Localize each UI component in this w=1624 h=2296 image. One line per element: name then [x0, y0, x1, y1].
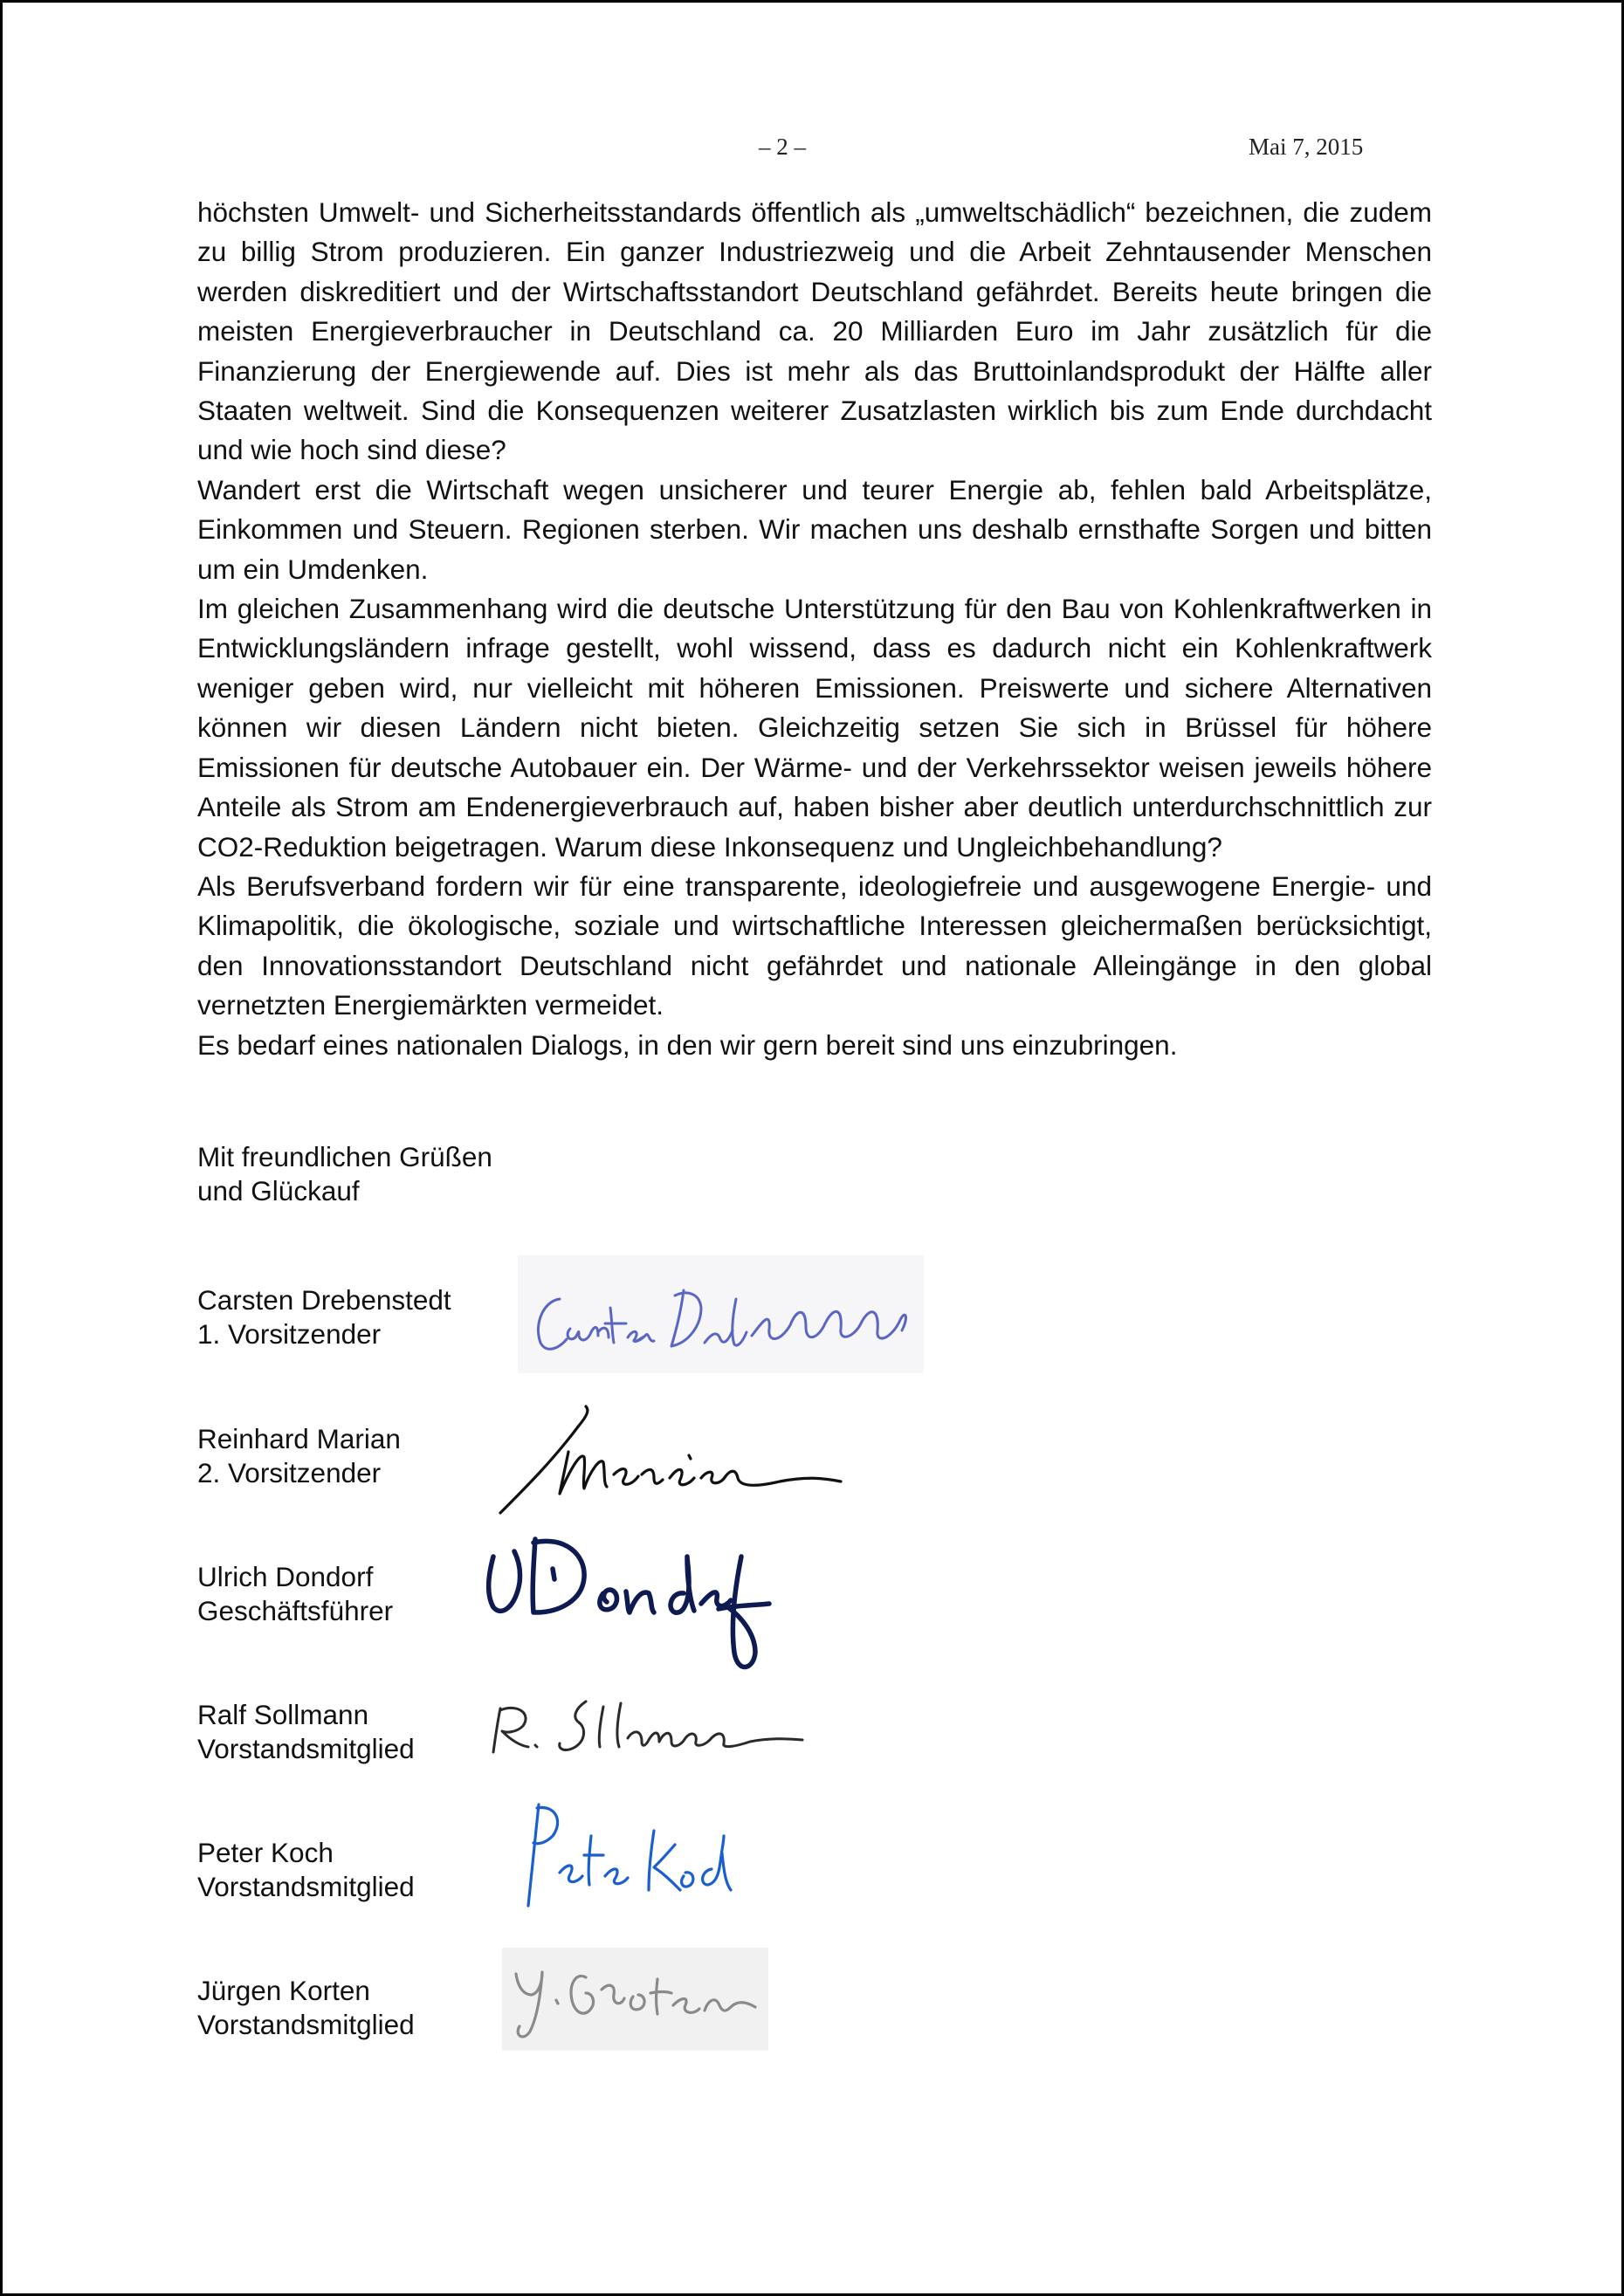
- paragraph: Wandert erst die Wirtschaft wegen unsicherer und teurer Energie ab, fehlen bald Arbeitsplätze, Einkommen und Steuern. Regionen sterben. Wir machen uns deshalb ernsthafte Sorgen und bitten um ein Umdenken.: [197, 473, 1432, 585]
- signatory-role: Geschäftsführer: [197, 1595, 394, 1626]
- paragraph: höchsten Umwelt- und Sicherheitsstandards öffentlich als „umweltschädlich“ bezeichnen, die zudem zu billig Strom produzieren. Ein ganzer Industriezweig und die Arbeit Zehntausender Menschen werden diskreditiert und der Wirtschaftsstandort Deutschland gefährdet. Bereits heute bringen die meisten Energieverbraucher in Deutschland ca. 20 Milliarden Euro im Jahr zusätzlich für die Finanzierung der Energiewende auf. Dies ist mehr als das Bruttoinlandsprodukt der Hälfte aller Staaten weltweit. Sind die Konsequenzen weiterer Zusatzlasten wirklich bis zum Ende durchdacht und wie hoch sind diese?: [197, 196, 1432, 466]
- paragraph: Es bedarf eines nationalen Dialogs, in den wir gern bereit sind uns einzubringen.: [197, 1028, 1178, 1061]
- signature-koch: [518, 1792, 736, 1914]
- signatory-role: Vorstandsmitglied: [197, 1733, 415, 1764]
- signatory-name: Reinhard Marian: [197, 1423, 401, 1454]
- signatory-koch: [197, 1836, 415, 1904]
- signatory-name: Peter Koch: [197, 1837, 334, 1868]
- page-header: [3, 134, 1624, 168]
- signatory-marian: [197, 1422, 401, 1490]
- closing-line: und Glückauf: [197, 1175, 360, 1206]
- paragraph: Als Berufsverband fordern wir für eine transparente, ideologiefreie und ausgewogene Energie- und Klimapolitik, die ökologische, soziale und wirtschaftliche Interessen gleichermaßen berücksichtigt, den Innovationsstandort Deutschland nicht gefährdet und nationale Alleingänge in den global vernetzten Energiemärkten vermeidet.: [197, 870, 1432, 1021]
- signature-marian: [492, 1391, 858, 1522]
- signatory-korten: [197, 1974, 415, 2042]
- signatory-role: Vorstandsmitglied: [197, 1871, 415, 1902]
- signatory-role: 1. Vorsitzender: [197, 1318, 382, 1350]
- signatory-name: Ralf Sollmann: [197, 1699, 369, 1730]
- closing-line: Mit freundlichen Grüßen: [197, 1141, 492, 1172]
- signature-korten: [502, 1948, 768, 2051]
- closing-salutation: [197, 1140, 492, 1208]
- signatory-sollmann: [197, 1698, 415, 1766]
- signatory-drebenstedt: [197, 1283, 451, 1351]
- signatory-name: Jürgen Korten: [197, 1975, 370, 2006]
- page-number: – 2 –: [759, 134, 806, 160]
- signature-sollmann: [488, 1695, 837, 1764]
- signature-dondorf: [481, 1522, 795, 1688]
- signature-drebenstedt: [518, 1255, 924, 1373]
- signatory-role: 2. Vorsitzender: [197, 1457, 382, 1488]
- paragraph: Im gleichen Zusammenhang wird die deutsche Unterstützung für den Bau von Kohlenkraftwerken in Entwicklungsländern infrage gestellt, wohl wissend, dass es dadurch nicht ein Kohlenkraftwerk weniger geben wird, nur vielleicht mit höheren Emissionen. Preiswerte und sichere Alternativen können wir diesen Ländern nicht bieten. Gleichzeitig setzen Sie sich in Brüssel für höhere Emissionen für deutsche Autobauer ein. Der Wärme- und der Verkehrssektor weisen jeweils höhere Anteile als Strom am Endenergieverbrauch auf, haben bisher aber deutlich unterdurchschnittlich zur CO2-Reduktion beigetragen. Warum diese Inkonsequenz und Ungleichbehandlung?: [197, 593, 1432, 863]
- signatory-role: Vorstandsmitglied: [197, 2009, 415, 2040]
- letter-date: Mai 7, 2015: [1249, 134, 1364, 160]
- letter-body: [197, 193, 1432, 1065]
- signatory-dondorf: [197, 1560, 393, 1628]
- signatory-name: Carsten Drebenstedt: [197, 1284, 451, 1316]
- signatory-name: Ulrich Dondorf: [197, 1561, 374, 1592]
